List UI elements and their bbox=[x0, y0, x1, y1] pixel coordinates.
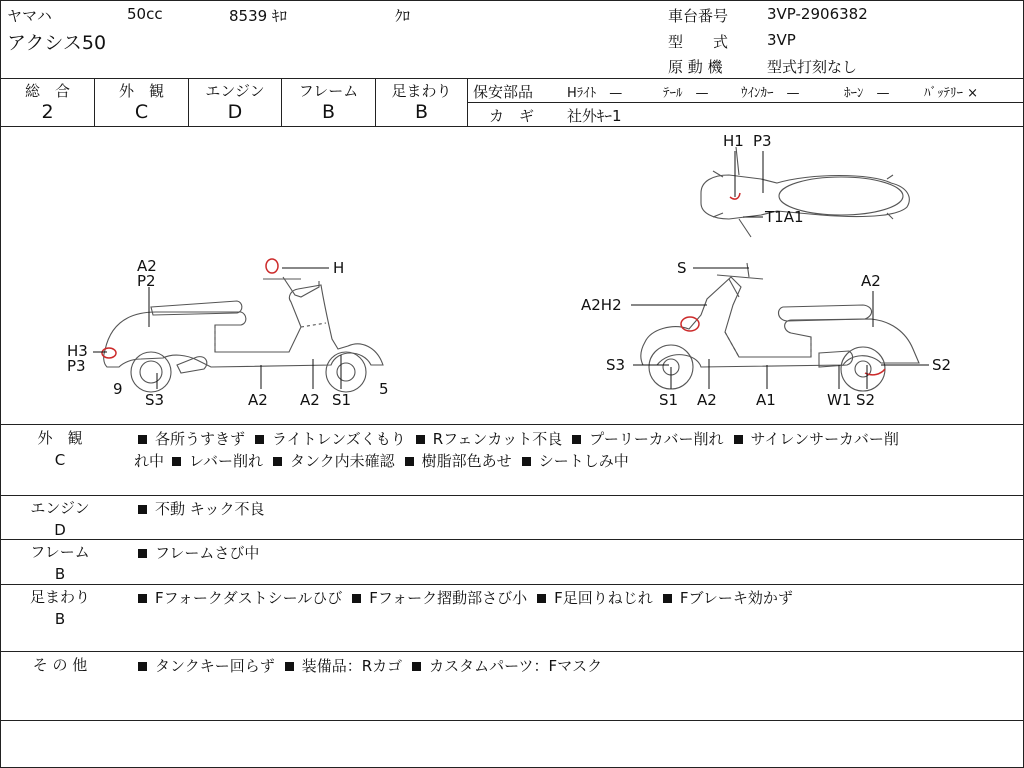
note-item: シートしみ中 bbox=[538, 452, 629, 470]
bullet-square-icon bbox=[172, 457, 181, 466]
left-body-outline bbox=[104, 285, 383, 367]
section-title: エンジン bbox=[30, 499, 90, 517]
diagram-label: S1 bbox=[332, 391, 352, 409]
divider bbox=[1, 539, 1023, 540]
diagram-label: A2 bbox=[300, 391, 320, 409]
displacement: 50cc bbox=[127, 5, 163, 23]
diagram-label: A1 bbox=[756, 391, 776, 409]
grade-label-engine: エンジン bbox=[205, 82, 265, 100]
section-line bbox=[134, 655, 608, 677]
bullet-square-icon bbox=[138, 594, 147, 603]
key-value: 社外ｷｰ1 bbox=[567, 107, 622, 125]
grade-value-engine: D bbox=[227, 101, 243, 123]
chassis-value: 3VP-2906382 bbox=[767, 5, 868, 23]
right-floor-dashes bbox=[725, 332, 811, 357]
note-item: F足回りねじれ bbox=[554, 589, 653, 607]
diagram-label: H bbox=[333, 259, 345, 277]
divider bbox=[1, 78, 1023, 79]
section-line bbox=[134, 450, 635, 472]
note-item: Rフェンカット不良 bbox=[432, 430, 563, 448]
safety-item-tail: ﾃｰﾙ — bbox=[663, 86, 709, 101]
section-line bbox=[134, 587, 799, 609]
diagram-label: S3 bbox=[606, 356, 626, 374]
note-item: フレームさび中 bbox=[155, 544, 260, 562]
diagram-label: A2 bbox=[697, 391, 717, 409]
bullet-square-icon bbox=[572, 435, 581, 444]
scooter-top-view bbox=[701, 147, 909, 237]
note-item: レバー削れ bbox=[189, 452, 263, 470]
bullet-square-icon bbox=[273, 457, 282, 466]
note-item: Fフォーク摺動部さび小 bbox=[369, 589, 528, 607]
diagram-label: S3 bbox=[145, 391, 165, 409]
diagram-label: T1A1 bbox=[765, 208, 804, 226]
left-seat bbox=[151, 301, 242, 315]
diagram-label: A2H2 bbox=[581, 296, 622, 314]
diagram-label: S1 bbox=[659, 391, 679, 409]
bullet-square-icon bbox=[734, 435, 743, 444]
type-label: 型 式 bbox=[668, 33, 729, 51]
bullet-square-icon bbox=[537, 594, 546, 603]
left-muffler bbox=[177, 357, 207, 373]
grade-label-overall: 総 合 bbox=[24, 82, 70, 100]
safety-item-winker: ｳｲﾝｶｰ — bbox=[741, 86, 800, 101]
section-grade: B bbox=[54, 610, 66, 628]
note-item: 装備品：Rカゴ bbox=[301, 657, 403, 675]
diagram-label: S2 bbox=[932, 356, 952, 374]
bullet-square-icon bbox=[663, 594, 672, 603]
note-item: カスタムパーツ：Fマスク bbox=[429, 657, 603, 675]
diagram-label: A2 bbox=[248, 391, 268, 409]
divider bbox=[1, 720, 1023, 721]
bullet-square-icon bbox=[405, 457, 414, 466]
diagram-label: H3 bbox=[67, 342, 88, 360]
divider bbox=[1, 584, 1023, 585]
chassis-label: 車台番号 bbox=[668, 7, 729, 25]
mileage: 8539 ｷﾛ bbox=[229, 7, 287, 25]
damage-mark bbox=[865, 369, 885, 375]
grade-label-exterior: 外 観 bbox=[118, 82, 164, 100]
damage-mark bbox=[681, 317, 699, 331]
grade-label-suspension: 足まわり bbox=[391, 82, 452, 100]
scooter-damage-diagram bbox=[1, 127, 1023, 424]
note-item: ライトレンズくもり bbox=[272, 430, 406, 448]
section-title: 外 観 bbox=[37, 429, 83, 447]
safety-item-horn: ﾎｰﾝ — bbox=[844, 86, 890, 101]
diagram-label: P3 bbox=[753, 132, 772, 150]
type-value: 3VP bbox=[767, 31, 796, 49]
note-item: サイレンサーカバー削 bbox=[750, 430, 899, 448]
divider bbox=[1, 424, 1023, 425]
grade-value-frame: B bbox=[321, 101, 336, 123]
maker: ヤマハ bbox=[7, 7, 52, 25]
bullet-square-icon bbox=[138, 435, 147, 444]
diagram-label: A2 bbox=[861, 272, 881, 290]
section-title: 足まわり bbox=[29, 588, 90, 606]
divider bbox=[468, 102, 1023, 103]
section-grade: B bbox=[54, 565, 66, 583]
note-item: れ中 bbox=[134, 452, 165, 470]
top-body-outline bbox=[701, 175, 909, 219]
left-front-hub bbox=[337, 363, 355, 381]
engine-value: 型式打刻なし bbox=[767, 58, 858, 76]
right-rear-wheel bbox=[841, 347, 885, 391]
safety-label: 保安部品 bbox=[473, 83, 534, 101]
bullet-square-icon bbox=[138, 662, 147, 671]
section-line bbox=[134, 428, 905, 450]
model-name: アクシス50 bbox=[7, 32, 107, 54]
diagram-label: 9 bbox=[113, 380, 123, 398]
color: ｸﾛ bbox=[395, 7, 411, 25]
note-item: Fフォークダストシールひび bbox=[155, 589, 343, 607]
divider bbox=[1, 651, 1023, 652]
left-front-wheel bbox=[326, 352, 366, 392]
section-grade: D bbox=[54, 521, 66, 539]
grade-value-overall: 2 bbox=[41, 101, 54, 123]
diagram-label: W1 bbox=[827, 391, 852, 409]
diagram-label: S2 bbox=[856, 391, 876, 409]
note-item: 樹脂部色あせ bbox=[421, 452, 512, 470]
right-body-outline bbox=[641, 277, 919, 367]
grade-label-frame: フレーム bbox=[298, 82, 359, 100]
bullet-square-icon bbox=[522, 457, 531, 466]
bullet-square-icon bbox=[138, 505, 147, 514]
left-rear-hub bbox=[140, 361, 162, 383]
bullet-square-icon bbox=[255, 435, 264, 444]
right-seat bbox=[778, 305, 871, 321]
leader-lines bbox=[93, 151, 929, 389]
grade-value-exterior: C bbox=[134, 101, 149, 123]
section-title: フレーム bbox=[30, 543, 90, 561]
left-floor-dashes bbox=[215, 323, 326, 352]
note-item: 不動 キック不良 bbox=[155, 500, 265, 518]
engine-label: 原 動 機 bbox=[668, 58, 723, 76]
bullet-square-icon bbox=[412, 662, 421, 671]
diagram-label: 5 bbox=[379, 380, 389, 398]
note-item: 各所うすきず bbox=[155, 430, 246, 448]
divider bbox=[1, 495, 1023, 496]
grade-value-suspension: B bbox=[414, 101, 429, 123]
bullet-square-icon bbox=[285, 662, 294, 671]
section-grade: C bbox=[54, 451, 66, 469]
damage-mark bbox=[266, 259, 278, 273]
diagram-label: S bbox=[677, 259, 687, 277]
key-label: カ ギ bbox=[489, 107, 535, 125]
section-line bbox=[134, 542, 265, 564]
diagram-label: P3 bbox=[67, 357, 86, 375]
note-item: プーリーカバー削れ bbox=[589, 430, 724, 448]
safety-item-battery: ﾊﾞｯﾃﾘｰ × bbox=[924, 86, 979, 101]
diagram-label: A2 bbox=[137, 257, 157, 275]
safety-item-headlight: Hﾗｲﾄ — bbox=[567, 86, 623, 101]
diagram-label: P2 bbox=[137, 272, 156, 290]
diagram-label: H1 bbox=[723, 132, 744, 150]
section-line bbox=[134, 498, 270, 520]
section-title: そ の 他 bbox=[32, 656, 88, 674]
bullet-square-icon bbox=[352, 594, 361, 603]
note-item: Fブレーキ効かず bbox=[679, 589, 793, 607]
note-item: タンクキー回らず bbox=[155, 657, 275, 675]
bullet-square-icon bbox=[138, 549, 147, 558]
note-item: タンク内未確認 bbox=[289, 452, 395, 470]
bullet-square-icon bbox=[416, 435, 425, 444]
